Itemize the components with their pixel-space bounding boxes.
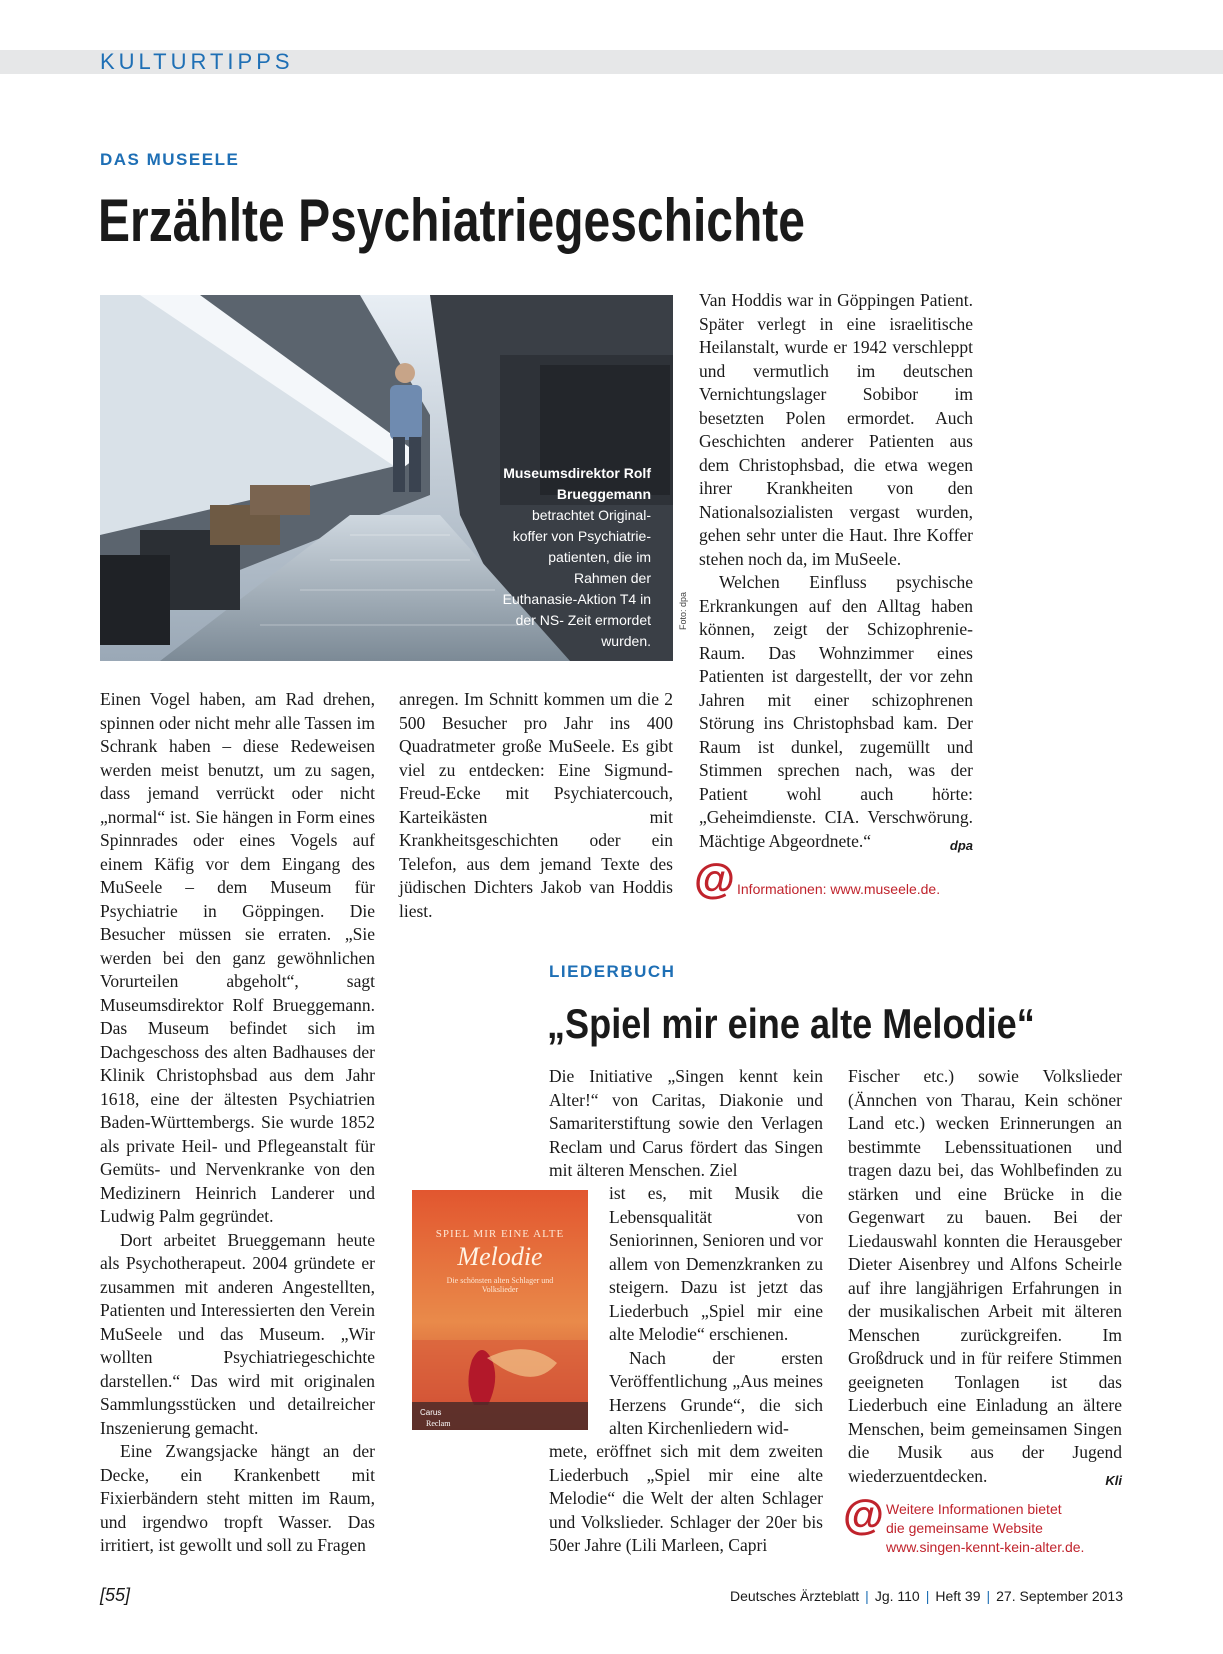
article2-column-1-wrapped: ist es, mit Musik die Lebensqualität von Seniorinnen, Senioren und vor allem von Demenzkranken zu steigern. Dazu ist jetzt das Liederbuch „Spiel mir eine alte Melodie“ erschienen. Nach der ersten Veröffentlichung „Aus meines Herzens Grunde“, die sich alten Kirchenliedern wid- bbox=[609, 1183, 823, 1438]
book-publisher-carus: Carus bbox=[420, 1408, 442, 1417]
photo-credit: Foto: dpa bbox=[678, 591, 688, 630]
book-subtitle: Die schönsten alten Schlager und Volkslieder bbox=[446, 1276, 554, 1294]
article1-column-2: anregen. Im Schnitt kommen um die 2 500 Besucher pro Jahr ins 400 Quadratmeter große MuSeele. Es gibt viel zu entdecken: Eine Sigmund-Freud-Ecke mit Psychiatercouch, Karteikästen mit Krankheitsgeschichten oder ein Telefon, aus dem jemand Texte des jüdischen Dichters Jakob van Hoddis liest. bbox=[399, 689, 673, 921]
article2-headline: „Spiel mir eine alte Melodie“ bbox=[547, 1000, 1035, 1047]
article2-column-1-bottom: mete, eröffnet sich mit dem zweiten Liederbuch „Spiel mir eine alte Melodie“ die Welt der alten Schlager und Volkslieder. Schlager der 20er bis 50er Jahre (Lili Marleen, Capri bbox=[549, 1441, 823, 1555]
article2-info-link[interactable]: www.singen-kennt-kein-alter.de. bbox=[886, 1539, 1085, 1555]
article1-headline: Erzählte Psychiatriegeschichte bbox=[98, 187, 805, 254]
article2-column-2: Fischer etc.) sowie Volkslieder (Ännchen von Tharau, Kein schöner Land etc.) wecken Erinnerungen an bestimmte Lebenssituationen und tragen dazu bei, das Wohlbefinden zu stärken und eine Brücke in die Gegenwart zu bauen. Bei der Liedauswahl konnten die Herausgeber Dieter Aisenbrey und Alfons Scheirle auf ihre langjährigen Erfahrungen in der musikalischen Arbeit mit älteren Menschen zurückgreifen. Im Großdruck und in für reifere Stimmen geeigneten Tonlagen ist das Liederbuch eine Einladung an ältere Menschen, beim gemeinsamen Singen die Musik aus der Jugend wiederzuentdecken. Kli bbox=[848, 1065, 1122, 1492]
article1-column-3: Van Hoddis war in Göppingen Patient. Später verlegt in eine israelitische Heilanstalt, wurde er 1942 verschleppt und vermutlich im deutschen Vernichtungslager Sobibor im besetzten Polen ermordet. Auch Geschichten anderer Patienten aus dem Christophsbad, die etwa wegen ihrer Krankheiten von den Nationalsozialisten vergast wurden, gehen sehr unter die Haut. Ihre Koffer stehen noch da, im MuSeele. Welchen Einfluss psychische Erkrankungen auf den Alltag haben können, zeigt der Schizophrenie-Raum. Das Wohnzimmer eines Patienten ist dargestellt, der vor zehn Jahren mit einer schizophrenen Störung ins Christophsbad kam. Der Raum ist dunkel, zugemüllt und Stimmen sprechen nach, was der Patient wohl auch hörte: „Geheimdienste. CIA. Verschwörung. Mächtige Abgeordnete.“ dpa bbox=[699, 289, 973, 857]
article2-column-1-top: Die Initiative „Singen kennt kein Alter!“ von Caritas, Diakonie und Samariterstiftung sowie den Verlagen Reclam und Carus fördert das Singen mit älteren Menschen. Ziel bbox=[549, 1066, 823, 1180]
book-publisher-reclam: Reclam bbox=[426, 1419, 451, 1428]
songbook-cover bbox=[412, 1190, 588, 1430]
article1-kicker: DAS MUSEELE bbox=[100, 150, 240, 169]
article1-signature: dpa bbox=[949, 837, 973, 853]
section-label: KULTURTIPPS bbox=[100, 49, 294, 74]
article2-info: Weitere Informationen bietet die gemeinsame Website www.singen-kennt-kein-alter.de. bbox=[886, 1501, 1085, 1555]
article1-column-1: Einen Vogel haben, am Rad drehen, spinnen oder nicht mehr alle Tassen im Schrank haben – diese Redeweisen werden meist benutzt, um zu sagen, dass jemand verrückt oder nicht „normal“ ist. Sie hängen in Form eines Spinnrades oder eines Vogels auf einem Käfig vor dem Eingang des MuSeele – dem Museum für Psychiatrie in Göppingen. Die Besucher müssen sie erraten. „Sie werden bei den ganz gewöhnlichen Vorurteilen abgeholt“, sagt Museumsdirektor Rolf Brueggemann. Das Museum befindet sich im Dachgeschoss des alten Badhauses der Klinik Christophsbad aus dem Jahr 1618, eine der ältesten Psychiatrien Baden-Württembergs. Sie wurde 1852 als private Heil- und Pflegeanstalt für Gemüts- und Nervenkranke von den Medizinern Heinrich Landerer und Ludwig Palm gegründet. Dort arbeitet Brueggemann heute als Psychotherapeut. 2004 gründete er zusammen mit anderen Angestellten, Patienten und Interessierten den Verein MuSeele und das Museum. „Wir wollten Psychiatriegeschichte darstellen.“ Das wird mit originalen Sammlungsstücken und detailreicher Inszenierung gemacht. Eine Zwangsjacke hängt an der Decke, ein Krankenbett mit Fixierbändern steht mitten im Raum, und irgendwo tropft Wasser. Das irritiert, ist gewollt und soll zu Fragen bbox=[100, 689, 375, 1555]
at-icon: @ bbox=[843, 1491, 884, 1538]
photo-caption: Museumsdirektor Rolf Brueggemann betrachtet Original-koffer von Psychiatrie-patienten, die im Rahmen der Euthanasie-Aktion T4 in der NS- Zeit ermordet wurden. bbox=[502, 465, 651, 649]
journal-issue: Heft 39 bbox=[935, 1588, 981, 1604]
article2-signature: Kli bbox=[1105, 1472, 1122, 1488]
article2-kicker: LIEDERBUCH bbox=[549, 962, 676, 981]
journal-name: Deutsches Ärzteblatt bbox=[730, 1588, 860, 1604]
page-number: [55] bbox=[100, 1585, 131, 1605]
article1-info-link[interactable]: Informationen: www.museele.de. bbox=[737, 881, 941, 897]
footer-citation: Deutsches Ärzteblatt | Jg. 110 | Heft 39 | 27. September 2013 bbox=[730, 1588, 1123, 1604]
museum-attic-photo bbox=[100, 295, 673, 661]
journal-volume: Jg. 110 bbox=[874, 1588, 920, 1604]
book-title-small: SPIEL MIR EINE ALTE bbox=[435, 1228, 565, 1240]
journal-date: 27. September 2013 bbox=[996, 1588, 1123, 1604]
book-title-large: Melodie bbox=[457, 1242, 543, 1271]
at-icon: @ bbox=[694, 855, 735, 902]
